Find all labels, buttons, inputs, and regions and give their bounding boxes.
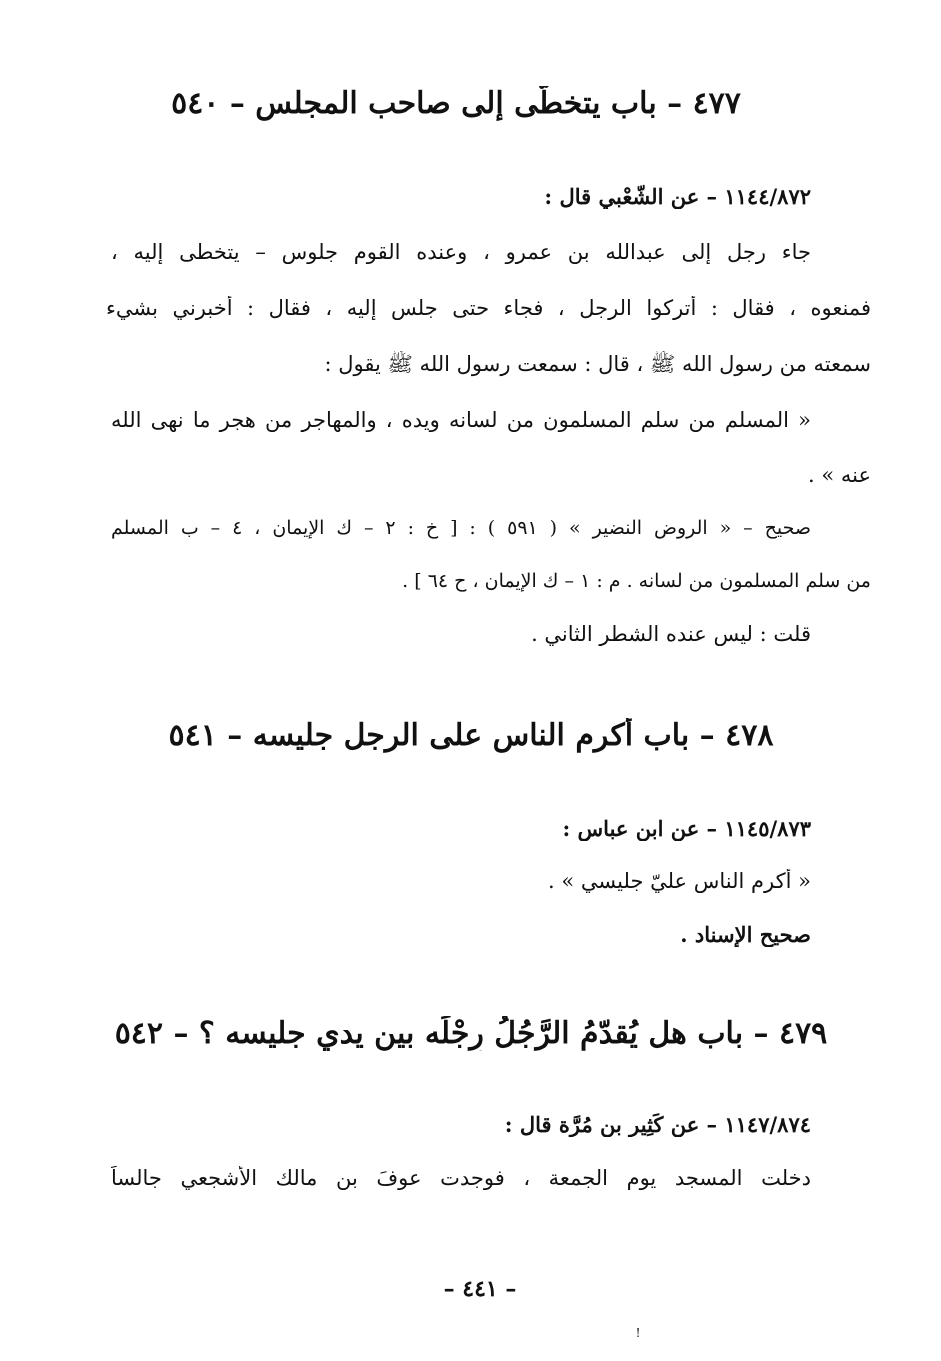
text-line: سمعته من رسول الله ﷺ ، قال : سمعت رسول الله ﷺ يقول : <box>324 352 871 376</box>
stray-mark: ! <box>635 1326 641 1340</box>
chapter-heading-477: ٤٧٧ – باب يتخطّى إلى صاحب المجلس – ٥٤٠ <box>171 86 741 121</box>
page-number: – ٤٤١ – <box>443 1276 517 1302</box>
hadith-number-874: ١١٤٧/٨٧٤ – عن كَثِير بن مُرَّة قال : <box>504 1112 811 1137</box>
text-line: جاء رجل إلى عبدالله بن عمرو ، وعنده القوم جلوس – يتخطى إليه ، <box>111 240 811 264</box>
grading-note: صحيح – « الروض النضير » ( ٥٩١ ) : [ خ : ٢ – ك الإيمان ، ٤ – ب المسلم <box>111 517 811 539</box>
text-line: فمنعوه ، فقال : أتركوا الرجل ، فجاء حتى جلس إليه ، فقال : أخبرني بشيء <box>106 296 871 320</box>
text-line: عنه » . <box>808 463 871 487</box>
text-line: « أكرم الناس عليّ جليسي » . <box>548 869 811 893</box>
hadith-number-872: ١١٤٤/٨٧٢ – عن الشّعْبي قال : <box>544 184 811 209</box>
grading-note: من سلم المسلمون من لسانه . م : ١ – ك الإيمان ، ح ٦٤ ] . <box>402 570 871 592</box>
author-comment: قلت : ليس عنده الشطر الثاني . <box>531 622 811 646</box>
hadith-number-873: ١١٤٥/٨٧٣ – عن ابن عباس : <box>562 816 811 841</box>
text-line: دخلت المسجد يوم الجمعة ، فوجدت عوفَ بن مالك الأشجعي جالساً <box>111 1166 811 1190</box>
chapter-heading-478: ٤٧٨ – باب أكرم الناس على الرجل جليسه – ٥٤١ <box>168 718 774 753</box>
text-line: « المسلم من سلم المسلمون من لسانه ويده ، والمهاجر من هجر ما نهى الله <box>111 408 811 432</box>
grading-note: صحيح الإسناد . <box>680 922 811 947</box>
chapter-heading-479: ٤٧٩ – باب هل يُقدّمُ الرَّجُلُ رِجْلَه بين يدي جليسه ؟ – ٥٤٢ <box>114 1016 828 1051</box>
